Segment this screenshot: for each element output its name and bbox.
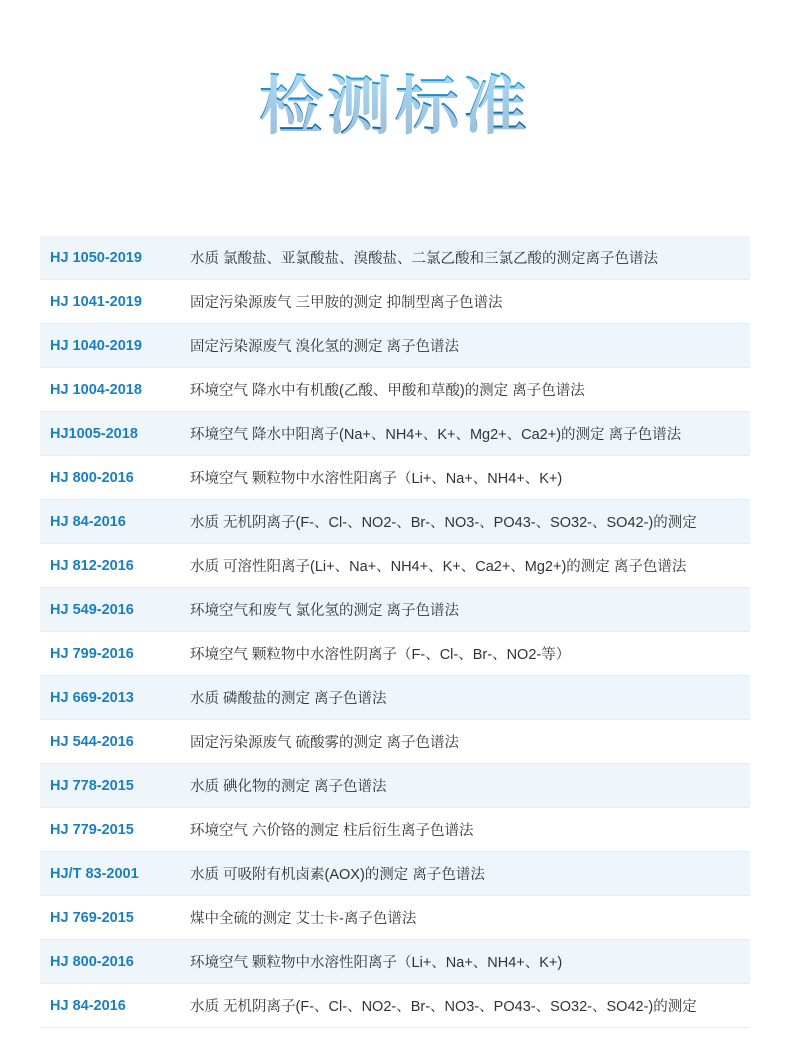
table-row xyxy=(40,632,750,676)
standard-description: 环境空气 降水中有机酸(乙酸、甲酸和草酸)的测定 离子色谱法 xyxy=(190,383,585,399)
table-row xyxy=(40,940,750,984)
table-row xyxy=(40,280,750,324)
standard-description: 固定污染源废气 硫酸雾的测定 离子色谱法 xyxy=(190,735,460,751)
standard-code: HJ 1004-2018 xyxy=(50,381,142,398)
table-row xyxy=(40,368,750,412)
page-title: 检测标准 xyxy=(0,72,790,142)
standard-description: 环境空气 降水中阳离子(Na+、NH4+、K+、Mg2+、Ca2+)的测定 离子色谱法 xyxy=(190,427,682,443)
standard-code: HJ 800-2016 xyxy=(50,953,134,970)
standard-code: HJ1005-2018 xyxy=(50,425,138,442)
standard-code: HJ 669-2013 xyxy=(50,689,134,706)
table-row xyxy=(40,720,750,764)
standard-description: 水质 无机阴离子(F-、Cl-、NO2-、Br-、NO3-、PO43-、SO32-、SO42-)的测定 xyxy=(190,515,697,531)
standard-code: HJ 799-2016 xyxy=(50,645,134,662)
standard-code: HJ/T 83-2001 xyxy=(50,865,139,882)
standard-description: 环境空气 六价铬的测定 柱后衍生离子色谱法 xyxy=(190,823,474,839)
standard-description: 煤中全硫的测定 艾士卡-离子色谱法 xyxy=(190,911,417,927)
table-row xyxy=(40,500,750,544)
table-row xyxy=(40,896,750,940)
table-row xyxy=(40,456,750,500)
standard-description: 水质 磷酸盐的测定 离子色谱法 xyxy=(190,691,387,707)
standard-description: 环境空气 颗粒物中水溶性阳离子（Li+、Na+、NH4+、K+) xyxy=(190,955,563,971)
standard-description: 水质 无机阴离子(F-、Cl-、NO2-、Br-、NO3-、PO43-、SO32-、SO42-)的测定 xyxy=(190,999,697,1015)
table-row xyxy=(40,544,750,588)
table-row xyxy=(40,852,750,896)
standard-description: 水质 氯酸盐、亚氯酸盐、溴酸盐、二氯乙酸和三氯乙酸的测定离子色谱法 xyxy=(190,251,659,267)
standard-description: 水质 可吸附有机卤素(AOX)的测定 离子色谱法 xyxy=(190,867,485,883)
standard-description: 固定污染源废气 三甲胺的测定 抑制型离子色谱法 xyxy=(190,295,503,311)
table-row xyxy=(40,764,750,808)
table-row xyxy=(40,412,750,456)
standard-code: HJ 812-2016 xyxy=(50,557,134,574)
standard-description: 水质 碘化物的测定 离子色谱法 xyxy=(190,779,387,795)
standard-code: HJ 549-2016 xyxy=(50,601,134,618)
standard-description: 水质 可溶性阳离子(Li+、Na+、NH4+、K+、Ca2+、Mg2+)的测定 离子色谱法 xyxy=(190,559,687,575)
standard-code: HJ 84-2016 xyxy=(50,513,126,530)
standard-description: 环境空气 颗粒物中水溶性阴离子（F-、Cl-、Br-、NO2-等） xyxy=(190,647,571,663)
standard-code: HJ 778-2015 xyxy=(50,777,134,794)
standard-code: HJ 800-2016 xyxy=(50,469,134,486)
standard-description: 环境空气和废气 氯化氢的测定 离子色谱法 xyxy=(190,603,460,619)
table-row xyxy=(40,676,750,720)
standard-code: HJ 1041-2019 xyxy=(50,293,142,310)
standard-code: HJ 84-2016 xyxy=(50,997,126,1014)
standard-code: HJ 769-2015 xyxy=(50,909,134,926)
standard-code: HJ 544-2016 xyxy=(50,733,134,750)
standards-table xyxy=(40,236,750,1028)
title-area xyxy=(0,0,790,180)
standard-code: HJ 1040-2019 xyxy=(50,337,142,354)
standard-code: HJ 1050-2019 xyxy=(50,249,142,266)
table-row xyxy=(40,808,750,852)
standard-code: HJ 779-2015 xyxy=(50,821,134,838)
table-row xyxy=(40,588,750,632)
standard-description: 环境空气 颗粒物中水溶性阳离子（Li+、Na+、NH4+、K+) xyxy=(190,471,563,487)
table-row xyxy=(40,236,750,280)
table-row xyxy=(40,324,750,368)
table-row xyxy=(40,984,750,1028)
standard-description: 固定污染源废气 溴化氢的测定 离子色谱法 xyxy=(190,339,460,355)
